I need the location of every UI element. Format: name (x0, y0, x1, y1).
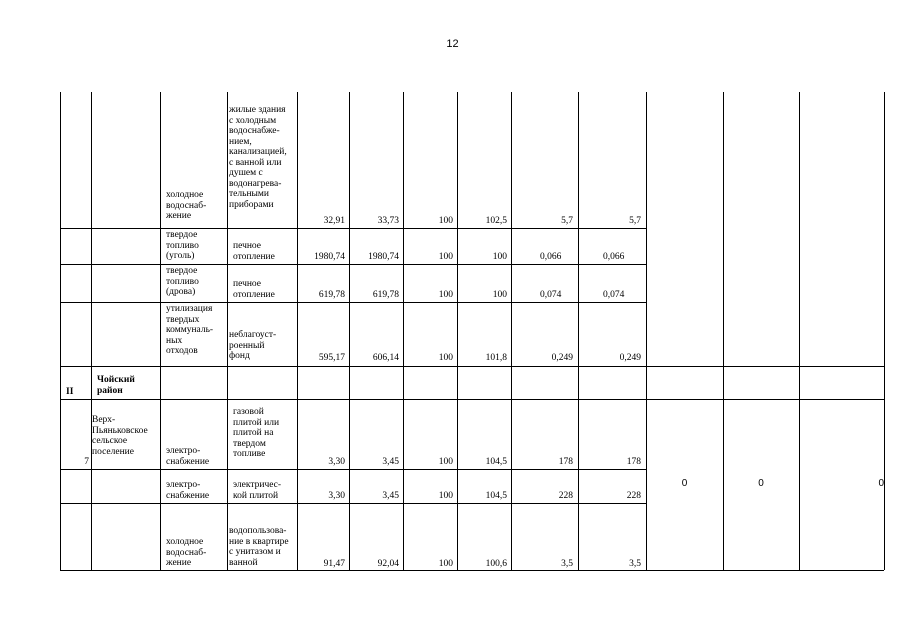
service-line: холодное (166, 190, 204, 200)
value-cell: 104,5 (485, 491, 507, 501)
category-line: фонд (229, 351, 250, 361)
value-cell: 33,73 (377, 216, 399, 226)
category-line: кой плитой (233, 490, 279, 501)
value-cell: 102,5 (485, 216, 507, 226)
settlement-line: сельское (92, 436, 128, 446)
service-line: топливо (166, 276, 199, 287)
merged-value-cell: 0 (681, 478, 688, 489)
value-cell: 606,14 (372, 353, 399, 363)
merged-value-cell: 0 (758, 478, 764, 489)
category-line: ние в квартире (229, 536, 289, 547)
value-cell: 100 (438, 353, 453, 363)
value-cell: 91,47 (323, 559, 345, 569)
category-line: приборами (229, 199, 274, 210)
value-cell: 228 (558, 491, 573, 501)
category-line: водопользова- (229, 526, 287, 536)
service-line: водоснаб- (166, 547, 207, 558)
section-title (97, 375, 135, 396)
category-cell (229, 330, 276, 362)
settlement-line: Верх- (92, 415, 116, 425)
category-line: отопление (233, 289, 275, 300)
service-line: твердых (166, 314, 200, 325)
value-cell: 104,5 (485, 457, 507, 467)
service-line: утилизация (166, 304, 213, 314)
category-line: с унитазом и (229, 547, 281, 557)
service-line: холодное (166, 537, 204, 547)
value-cell: 3,30 (328, 491, 345, 501)
service-line: топливо (166, 240, 199, 251)
category-line: канализацией, (229, 147, 287, 157)
page-number: 12 (446, 38, 459, 50)
service-line: снабжение (166, 490, 210, 501)
service-line: снабжение (166, 456, 210, 467)
category-line: тельными (229, 189, 270, 199)
service-line: (дрова) (166, 287, 196, 297)
category-line: плитой на (233, 428, 274, 438)
category-line: отопление (233, 251, 275, 262)
service-cell (166, 266, 199, 298)
category-line: печное (233, 279, 262, 289)
category-line: нием, (229, 136, 252, 147)
settlement-line: поселение (92, 446, 134, 457)
category-line: печное (233, 241, 262, 251)
value-cell: 100 (438, 216, 453, 226)
value-cell: 595,17 (318, 353, 345, 363)
service-cell (166, 480, 209, 501)
value-cell: 100,6 (485, 559, 507, 569)
service-cell (166, 304, 213, 357)
category-line: неблагоуст- (229, 330, 277, 340)
category-line: водоснабже- (229, 126, 280, 136)
service-line: жение (166, 558, 192, 568)
value-cell: 0,074 (603, 290, 625, 300)
category-cell (233, 241, 275, 262)
value-cell: 100 (438, 559, 453, 569)
value-cell: 5,7 (629, 216, 641, 226)
value-cell: 3,5 (561, 559, 573, 569)
service-cell (166, 537, 206, 569)
value-cell: 0,249 (551, 353, 573, 363)
service-cell (166, 190, 206, 222)
category-cell (229, 105, 287, 210)
service-line: твердое (166, 266, 198, 276)
value-cell: 100 (438, 290, 453, 300)
value-cell: 100 (492, 290, 507, 300)
value-cell: 3,5 (629, 559, 641, 569)
value-cell: 0,066 (603, 252, 625, 262)
value-cell: 100 (438, 252, 453, 262)
value-cell: 1980,74 (368, 252, 399, 262)
service-line: жение (166, 211, 192, 221)
section-title-line: Чойский (97, 375, 135, 385)
category-cell (233, 407, 279, 460)
service-cell (166, 230, 199, 262)
service-line: электро- (166, 446, 201, 456)
value-cell: 100 (492, 252, 507, 262)
merged-value-cell: 0 (878, 478, 884, 489)
value-cell: 1980,74 (314, 252, 345, 262)
value-cell: 3,30 (328, 457, 345, 467)
category-line: с ванной или (229, 157, 282, 168)
value-cell: 619,78 (318, 290, 345, 300)
service-line: электро- (166, 480, 201, 490)
service-line: коммуналь- (166, 325, 214, 335)
category-line: ванной (229, 557, 258, 568)
value-cell: 32,91 (323, 216, 345, 226)
value-cell: 228 (626, 491, 641, 501)
category-line: плитой или (233, 417, 280, 428)
category-line: жилые здания (229, 105, 286, 115)
settlement-line: Пьяньковское (92, 425, 148, 436)
category-cell (233, 279, 275, 300)
value-cell: 0,249 (619, 353, 641, 363)
value-cell: 178 (558, 457, 573, 467)
value-cell: 100 (438, 491, 453, 501)
category-line: газовой (233, 407, 264, 417)
settlement-cell (92, 415, 148, 457)
category-cell (229, 526, 289, 568)
service-line: водоснаб- (166, 200, 207, 211)
value-cell: 619,78 (372, 290, 399, 300)
value-cell: 0,066 (540, 252, 562, 262)
value-cell: 178 (626, 457, 641, 467)
category-line: роенный (229, 340, 265, 351)
value-cell: 100 (438, 457, 453, 467)
value-cell: 0,074 (540, 290, 562, 300)
section-number: II (66, 387, 74, 397)
category-line: с холодным (229, 115, 277, 126)
row-number: 7 (84, 457, 89, 467)
value-cell: 5,7 (561, 216, 573, 226)
category-line: твердом (233, 438, 266, 449)
category-cell (233, 480, 281, 501)
service-cell (166, 446, 209, 467)
category-line: душем с (229, 168, 263, 178)
category-line: топливе (233, 449, 266, 459)
service-line: отходов (166, 346, 198, 356)
section-title-line: район (97, 385, 123, 396)
value-cell: 3,45 (382, 491, 399, 501)
service-line: твердое (166, 230, 198, 240)
value-cell: 92,04 (377, 559, 399, 569)
category-line: электричес- (233, 480, 282, 490)
service-line: ных (166, 335, 183, 346)
service-line: (уголь) (166, 251, 195, 261)
value-cell: 101,8 (485, 353, 507, 363)
category-line: водонагрева- (229, 178, 282, 189)
value-cell: 3,45 (382, 457, 399, 467)
